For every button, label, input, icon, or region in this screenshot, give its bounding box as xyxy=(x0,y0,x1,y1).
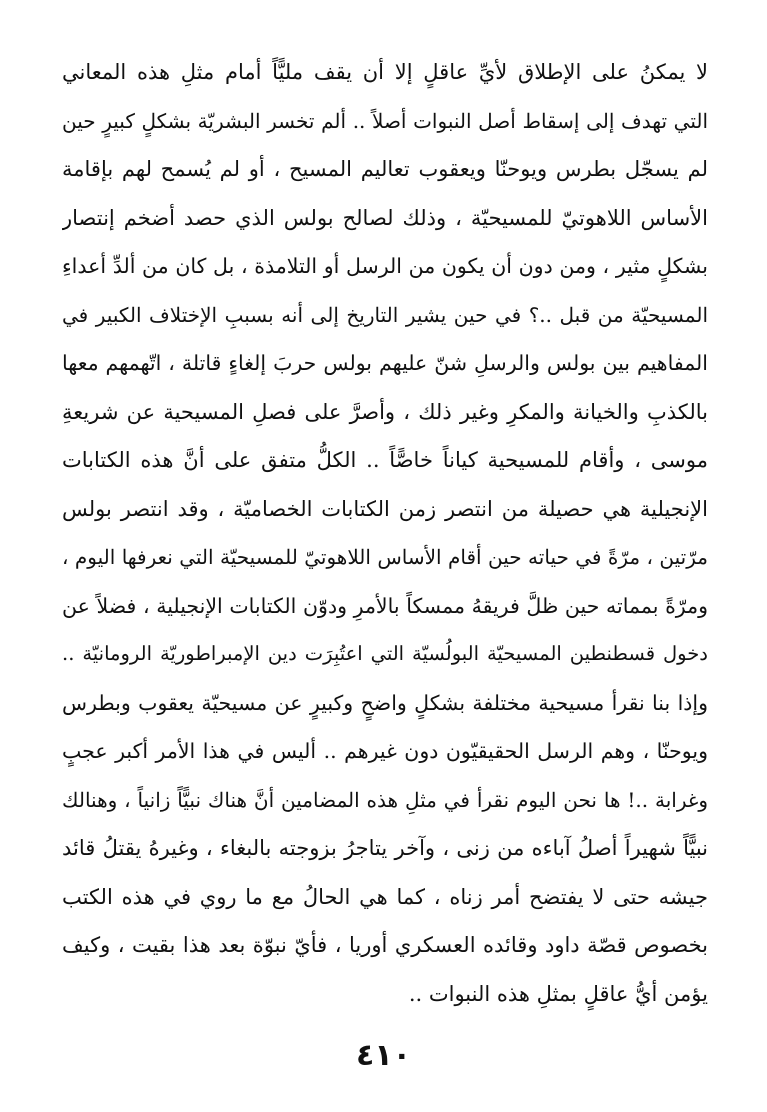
text-line-17: نبيًّاً شهيراً أصلُ آباءه من زنى ، وآخر يتاجرُ بزوجته بالبغاء ، وغيرهُ يقتلُ قائد xyxy=(62,836,708,860)
text-line-9: موسى ، وأقام للمسيحية كياناً خاصًّاً .. الكلُّ متفق على أنَّ هذه الكتابات xyxy=(62,448,708,472)
text-line-20: يؤمن أيُّ عاقلٍ بمثلِ هذه النبوات .. xyxy=(408,981,708,1006)
text-line-13: دخول قسطنطين المسيحيّة البولُسيّة التي اعتُبِرَت دين الإمبراطوريّة الرومانيّة .. xyxy=(62,642,708,665)
text-line-14: وإذا بنا نقرأ مسيحية مختلفة بشكلٍ واضحٍ وكبيرٍ عن مسيحيّة يعقوب وبطرس xyxy=(62,690,708,715)
text-line-4: الأساس اللاهوتيّ للمسيحيّة ، وذلك لصالح بولس الذي حصد أضخم إنتصار xyxy=(62,205,708,230)
text-line-15: ويوحنّا ، وهم الرسل الحقيقيّون دون غيرهم .. أليس في هذا الأمر أكبر عجبٍ xyxy=(62,739,708,763)
text-line-5: بشكلٍ مثير ، ومن دون أن يكون من الرسل أو التلامذة ، بل كان من ألدِّ أعداءِ xyxy=(62,254,708,278)
text-line-7: المفاهيم بين بولس والرسلِ شنّ عليهم بولس حربَ إلغاءٍ قاتلة ، اتّهمهم معها xyxy=(62,351,708,375)
text-line-1: لا يمكنُ على الإطلاق لأيِّ عاقلٍ إلا أن يقف مليًّاً أمام مثلِ هذه المعاني xyxy=(62,60,708,84)
text-line-2: التي تهدف إلى إسقاط أصل النبوات أصلاً .. ألم تخسر البشريّة بشكلٍ كبيرٍ حين xyxy=(62,108,708,133)
page-number: ٤١٠ xyxy=(356,1038,411,1073)
text-line-11: مرّتين ، مرّةً في حياته حين أقام الأساس اللاهوتيّ للمسيحيّة التي نعرفها اليوم ، xyxy=(62,545,708,569)
text-line-6: المسيحيّة من قبل ..؟ في حين يشير التاريخ إلى أنه بسببِ الإختلاف الكبير في xyxy=(62,302,708,327)
text-line-12: ومرّةً بمماته حين ظلَّ فريقهُ ممسكاً بالأمرِ ودوّن الكتابات الإنجيلية ، فضلاً عن xyxy=(62,593,708,618)
text-line-19: بخصوص قصّة داود وقائده العسكري أوريا ، فأيّ نبوّة بعد هذا بقيت ، وكيف xyxy=(62,933,708,957)
text-line-8: بالكذبِ والخيانة والمكرِ وغير ذلك ، وأصرَّ على فصلِ المسيحية عن شريعةِ xyxy=(62,399,708,424)
text-line-3: لم يسجّل بطرس ويوحنّا ويعقوب تعاليم المسيح ، أو لم يُسمح لهم بإقامة xyxy=(62,157,708,181)
body-text xyxy=(62,48,708,1018)
text-line-10: الإنجيلية هي حصيلة من انتصر زمن الكتابات الخصاميّة ، وقد انتصر بولس xyxy=(62,496,708,521)
text-line-18: جيشه حتى لا يفتضح أمر زناه ، كما هي الحالُ مع ما روي في هذه الكتب xyxy=(62,884,708,909)
text-line-16: وغرابة ..! ها نحن اليوم نقرأ في مثلِ هذه المضامين أنَّ هناك نبيًّاً زانياً ، وهنالك xyxy=(62,787,708,812)
